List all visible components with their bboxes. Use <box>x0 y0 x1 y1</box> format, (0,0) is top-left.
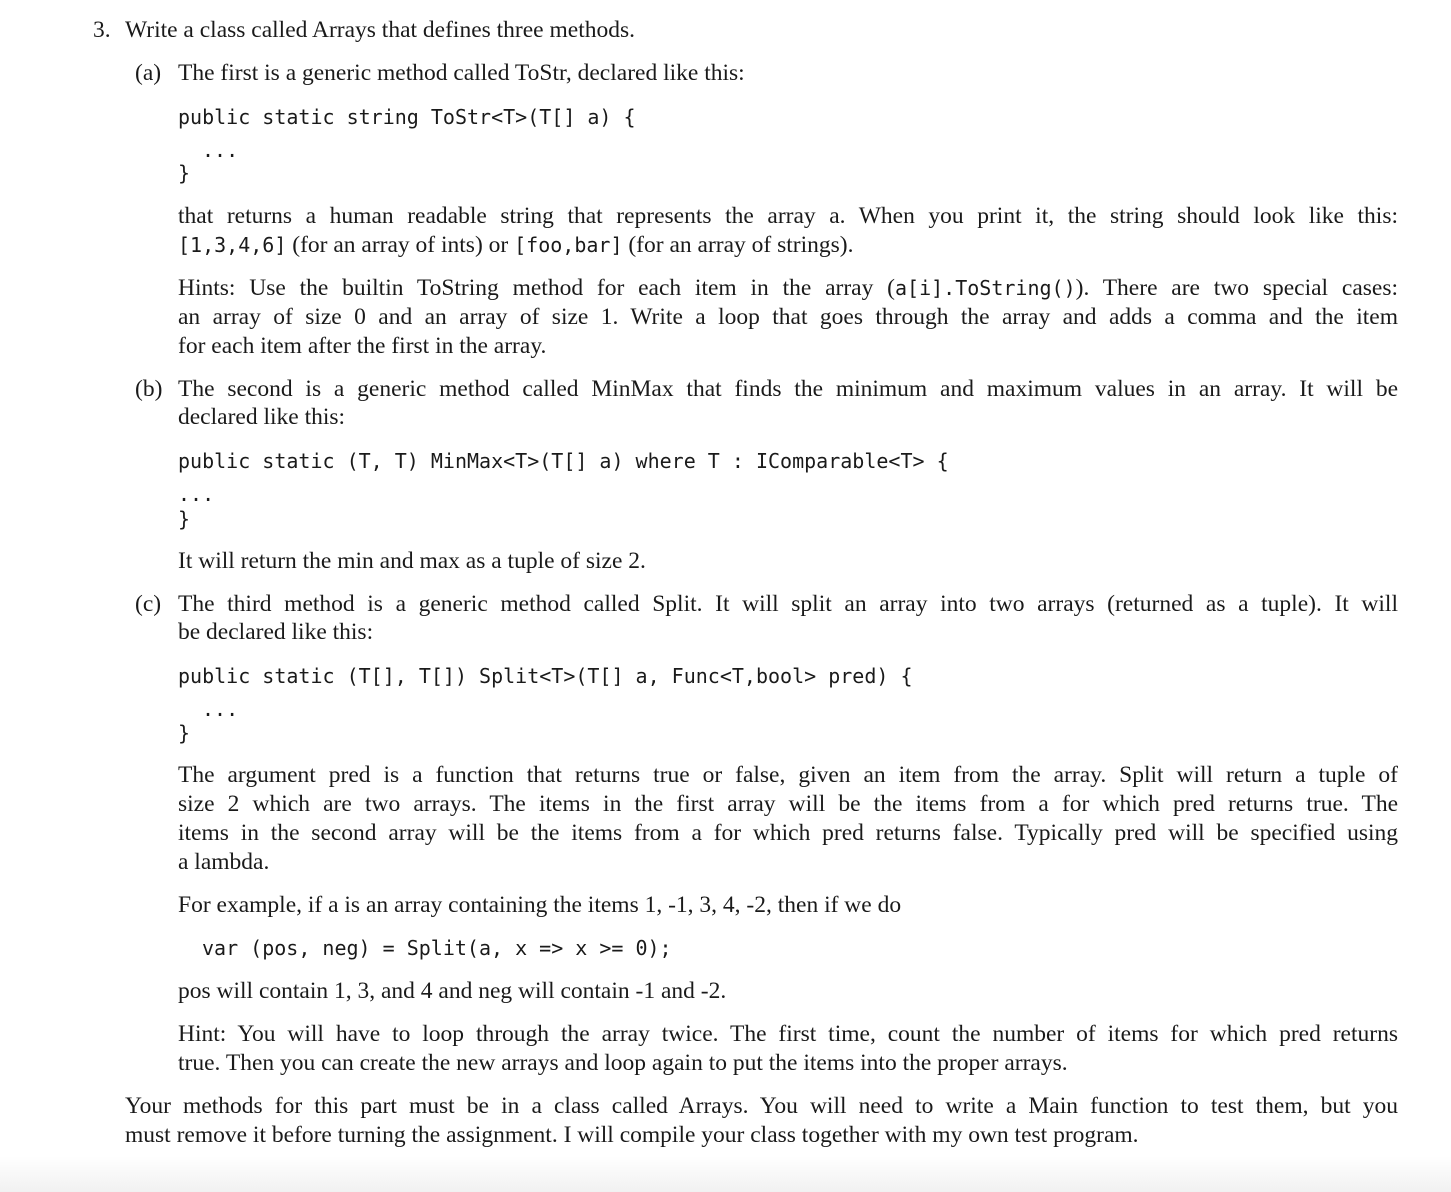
part-b-code-close-brace: } <box>178 507 191 531</box>
tostring-code: a[i].ToString() <box>895 276 1076 300</box>
hint-suffix: ). There are two special cases: <box>1075 275 1399 301</box>
part-c-label: (c) <box>135 591 162 617</box>
hint-prefix: Hints: Use the builtin ToString method for each item in the array ( <box>178 275 895 301</box>
part-a-code-close-brace: } <box>178 161 191 185</box>
part-a-code-ellipsis: ... <box>202 138 239 162</box>
part-c-desc-line-2: size 2 which are two arrays. The items in the first array will be the items from a for which pred returns true. The <box>178 791 1398 817</box>
part-c-example-code: var (pos, neg) = Split(a, x => x >= 0); <box>202 936 672 960</box>
part-c-hint-line-1: Hint: You will have to loop through the array twice. The first time, count the number of items for which pred returns <box>178 1021 1398 1047</box>
part-a-code-signature: public static string ToStr<T>(T[] a) { <box>178 105 636 129</box>
closing-line-2: must remove it before turning the assignment. I will compile your class together with my own test program. <box>125 1122 1139 1148</box>
part-a-hint-line-1 <box>178 274 1398 303</box>
part-c-example-intro: For example, if a is an array containing the items 1, -1, 3, 4, -2, then if we do <box>178 892 902 918</box>
part-b-label: (b) <box>135 376 163 402</box>
part-c-code-ellipsis: ... <box>202 697 239 721</box>
int-array-example: [1,3,4,6] <box>178 233 287 257</box>
part-a-label: (a) <box>135 60 162 86</box>
part-a-desc-line-1: that returns a human readable string that represents the array a. When you print it, the string should look like this: <box>178 203 1398 229</box>
part-c-desc-line-3: items in the second array will be the items from a for which pred returns false. Typically pred will be specified using <box>178 820 1398 846</box>
part-c-code-close-brace: } <box>178 721 191 745</box>
string-array-note: (for an array of strings). <box>622 232 854 258</box>
part-b-after: It will return the min and max as a tuple of size 2. <box>178 548 646 574</box>
string-array-example: [foo,bar] <box>514 233 623 257</box>
problem-number: 3. <box>93 17 111 43</box>
part-c-example-result: pos will contain 1, 3, and 4 and neg will contain -1 and -2. <box>178 978 727 1004</box>
part-c-desc-line-1: The argument pred is a function that returns true or false, given an item from the array. Split will return a tuple of <box>178 762 1398 788</box>
int-array-note: (for an array of ints) or <box>286 232 515 258</box>
part-c-hint-line-2: true. Then you can create the new arrays and loop again to put the items into the proper arrays. <box>178 1050 1068 1076</box>
part-c-code-signature: public static (T[], T[]) Split<T>(T[] a, Func<T,bool> pred) { <box>178 664 913 688</box>
part-a-desc-line-2 <box>178 231 853 260</box>
part-a-hint-line-3: for each item after the first in the array. <box>178 333 547 359</box>
part-c-line-2: be declared like this: <box>178 619 374 645</box>
part-a-intro: The first is a generic method called ToStr, declared like this: <box>178 60 745 86</box>
page-bottom-shadow <box>0 1156 1451 1192</box>
part-c-desc-line-4: a lambda. <box>178 849 270 875</box>
part-b-code-signature: public static (T, T) MinMax<T>(T[] a) where T : IComparable<T> { <box>178 449 949 473</box>
closing-line-1: Your methods for this part must be in a class called Arrays. You will need to write a Main function to test them, but you <box>125 1093 1398 1119</box>
part-b-line-2: declared like this: <box>178 404 346 430</box>
part-b-code-ellipsis: ... <box>178 482 215 506</box>
part-b-line-1: The second is a generic method called MinMax that finds the minimum and maximum values in an array. It will be <box>178 376 1398 402</box>
problem-intro: Write a class called Arrays that defines three methods. <box>125 17 635 43</box>
part-c-line-1: The third method is a generic method called Split. It will split an array into two arrays (returned as a tuple). It will <box>178 591 1398 617</box>
part-a-hint-line-2: an array of size 0 and an array of size 1. Write a loop that goes through the array and adds a comma and the item <box>178 304 1398 330</box>
